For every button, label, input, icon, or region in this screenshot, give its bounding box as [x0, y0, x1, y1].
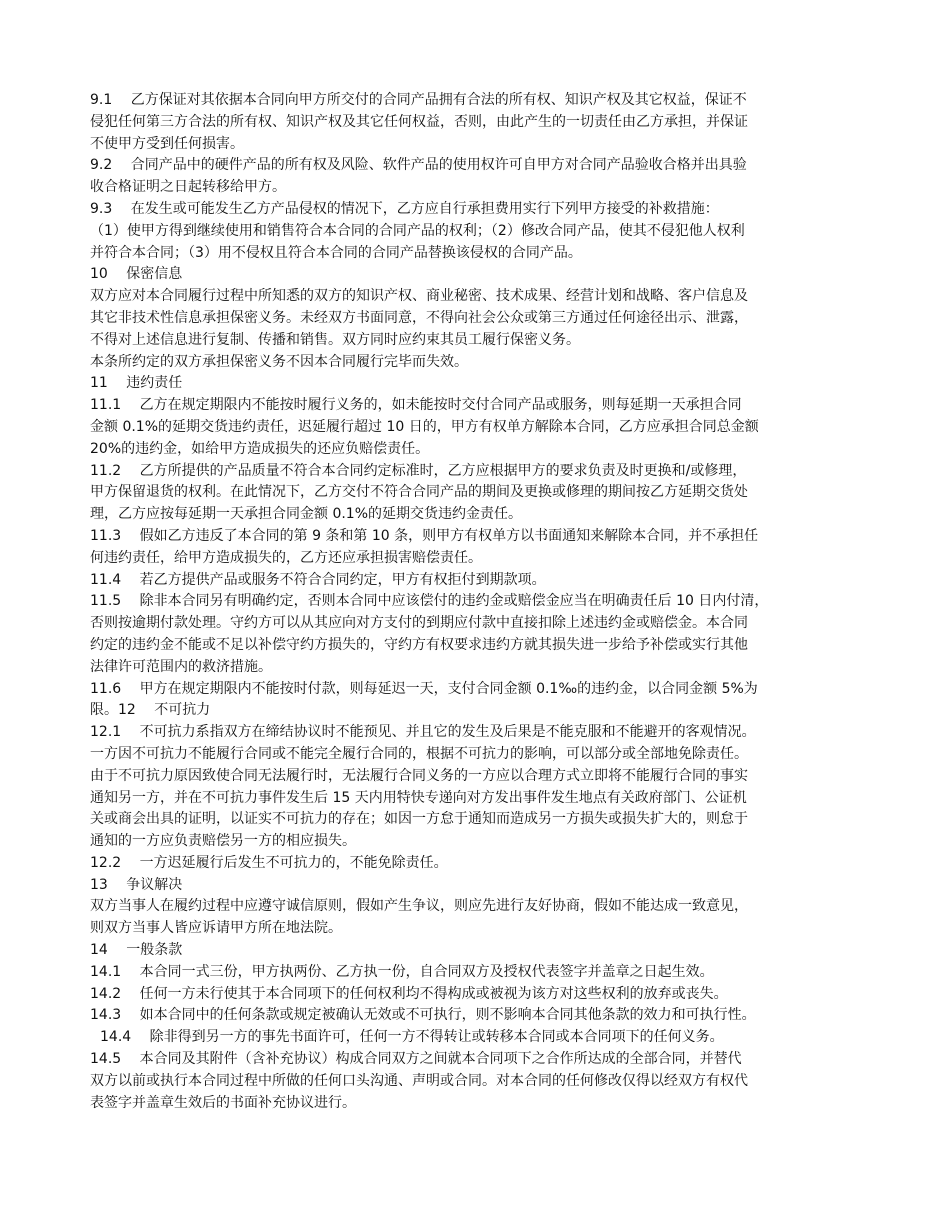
text-line: 双方当事人在履约过程中应遵守诚信原则，假如产生争议，则应先进行友好协商，假如不能达成一致意见，	[90, 898, 748, 915]
text-line: 则双方当事人皆应诉请甲方所在地法院。	[90, 920, 342, 937]
text-line: 否则按逾期付款处理。守约方可以从其应向对方支付的到期应付款中直接扣除上述违约金或赔偿金。本合同	[90, 615, 748, 632]
text-line: 本条所约定的双方承担保密义务不因本合同履行完毕而失效。	[90, 353, 468, 370]
text-line: 收合格证明之日起转移给甲方。	[90, 179, 286, 196]
text-line: 不得对上述信息进行复制、传播和销售。双方同时应约束其员工履行保密义务。	[90, 331, 580, 348]
text-line: 何违约责任，给甲方造成损失的，乙方还应承担损害赔偿责任。	[90, 549, 482, 566]
text-line: 双方应对本合同履行过程中所知悉的双方的知识产权、商业秘密、技术成果、经营计划和战略、客户信息及	[90, 288, 748, 305]
text-line: 12.1 不可抗力系指双方在缔结协议时不能预见、并且它的发生及后果是不能克服和不能避开的客观情况。	[90, 724, 756, 741]
text-line: 表签字并盖章生效后的书面补充协议进行。	[90, 1094, 356, 1111]
text-line: 11.5 除非本合同另有明确约定，否则本合同中应该偿付的违约金或赔偿金应当在明确责任后 10 日内付清，	[90, 593, 769, 610]
text-line: 法律许可范围内的救济措施。	[90, 658, 272, 675]
text-line: 不使甲方受到任何损害。	[90, 135, 244, 152]
text-line: 11.6 甲方在规定期限内不能按时付款，则每延迟一天，支付合同金额 0.1‰的违约金，以合同金额 5%为	[90, 680, 758, 697]
text-line: 金额 0.1%的延期交货违约责任，迟延履行超过 10 日的，甲方有权单方解除本合同，乙方应承担合同总金额	[90, 418, 759, 435]
text-line: 由于不可抗力原因致使合同无法履行时，无法履行合同义务的一方应以合理方式立即将不能履行合同的事实	[90, 767, 748, 784]
text-line: 关或商会出具的证明，以证实不可抗力的存在；如因一方怠于通知而造成另一方损失或损失扩大的，则怠于	[90, 811, 748, 828]
text-line: 14.5 本合同及其附件（含补充协议）构成合同双方之间就本合同项下之合作所达成的全部合同，并替代	[90, 1051, 742, 1068]
section-heading: 11 违约责任	[90, 375, 183, 392]
text-line: 14.2 任何一方未行使其于本合同项下的任何权利均不得构成或被视为该方对这些权利的放弃或丧失。	[90, 985, 728, 1002]
text-line: 11.1 乙方在规定期限内不能按时履行义务的，如未能按时交付合同产品或服务，则每延期一天承担合同	[90, 397, 742, 414]
text-line: 14.3 如本合同中的任何条款或规定被确认无效或不可执行，则不影响本合同其他条款的效力和可执行性。	[90, 1007, 756, 1024]
text-line: 限。12 不可抗力	[90, 702, 211, 719]
text-line: 双方以前或执行本合同过程中所做的任何口头沟通、声明或合同。对本合同的任何修改仅得以经双方有权代	[90, 1072, 748, 1089]
section-heading: 10 保密信息	[90, 266, 183, 283]
text-line: 通知另一方，并在不可抗力事件发生后 15 天内用特快专递向对方发出事件发生地点有关政府部门、公证机	[90, 789, 747, 806]
text-line: 其它非技术性信息承担保密义务。未经双方书面同意，不得向社会公众或第三方通过任何途径出示、泄露，	[90, 309, 748, 326]
text-line: 20%的违约金，如给甲方造成损失的还应负赔偿责任。	[90, 440, 430, 457]
text-line: 11.2 乙方所提供的产品质量不符合本合同约定标准时，乙方应根据甲方的要求负责及时更换和/或修理，	[90, 462, 747, 479]
text-line: 11.3 假如乙方违反了本合同的第 9 条和第 10 条，则甲方有权单方以书面通知来解除本合同，并不承担任	[90, 527, 759, 544]
text-line: 约定的违约金不能或不足以补偿守约方损失的，守约方有权要求违约方就其损失进一步给予补偿或实行其他	[90, 636, 748, 653]
text-line: 11.4 若乙方提供产品或服务不符合合同约定，甲方有权拒付到期款项。	[90, 571, 546, 588]
text-line: 甲方保留退货的权利。在此情况下，乙方交付不符合合同产品的期间及更换或修理的期间按乙方延期交货处	[90, 484, 748, 501]
section-heading: 13 争议解决	[90, 876, 183, 893]
text-line: 通知的一方应负责赔偿另一方的相应损失。	[90, 833, 356, 850]
text-line: 14.4 除非得到另一方的事先书面许可，任何一方不得转让或转移本合同或本合同项下的任何义务。	[100, 1029, 724, 1046]
text-line: 12.2 一方迟延履行后发生不可抗力的，不能免除责任。	[90, 854, 448, 871]
text-line: 9.2 合同产品中的硬件产品的所有权及风险、软件产品的使用权许可自甲方对合同产品验收合格并出具验	[90, 157, 747, 174]
section-heading: 14 一般条款	[90, 942, 183, 959]
text-line: 侵犯任何第三方合法的所有权、知识产权及其它任何权益，否则，由此产生的一切责任由乙方承担，并保证	[90, 113, 748, 130]
document-page	[90, 90, 875, 1114]
text-line: 9.1 乙方保证对其依据本合同向甲方所交付的合同产品拥有合法的所有权、知识产权及其它权益，保证不	[90, 92, 747, 108]
text-line: （1）使甲方得到继续使用和销售符合本合同的合同产品的权利；（2）修改合同产品，使其不侵犯他人权利	[90, 222, 745, 239]
text-line: 理，乙方应按每延期一天承担合同金额 0.1%的延期交货违约金责任。	[90, 506, 523, 523]
text-line: 9.3 在发生或可能发生乙方产品侵权的情况下，乙方应自行承担费用实行下列甲方接受的补救措施：	[90, 200, 719, 217]
text-line: 一方因不可抗力不能履行合同或不能完全履行合同的，根据不可抗力的影响，可以部分或全部地免除责任。	[90, 745, 748, 762]
text-line: 并符合本合同；（3）用不侵权且符合本合同的合同产品替换该侵权的合同产品。	[90, 244, 582, 261]
text-line: 14.1 本合同一式三份，甲方执两份、乙方执一份，自合同双方及授权代表签字并盖章之日起生效。	[90, 963, 714, 980]
